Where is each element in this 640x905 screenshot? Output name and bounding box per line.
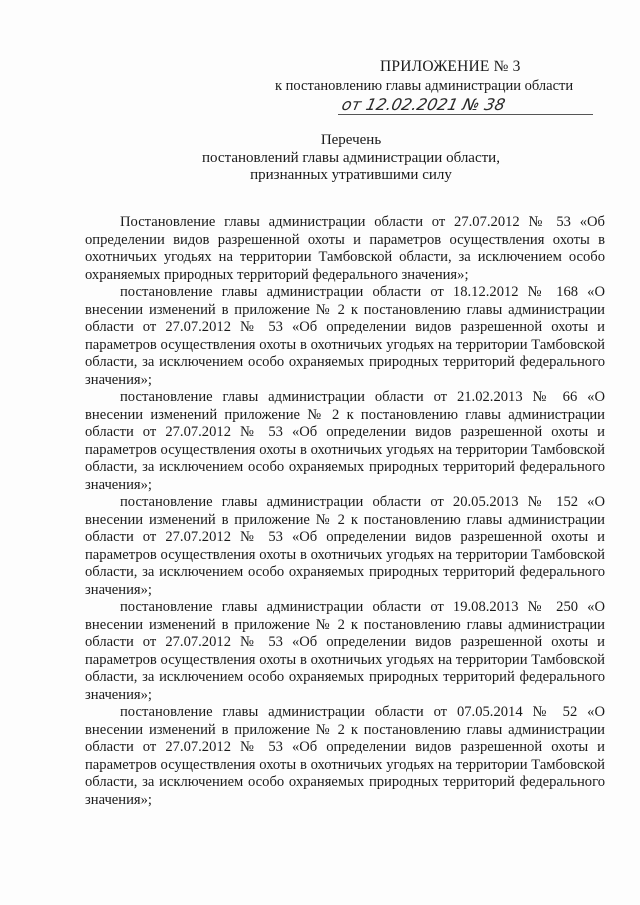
resolution-item-5: постановление главы администрации области от 19.08.2013 № 250 «О внесении изменений в приложение № 2 к постановлению главы администрации области от 27.07.2012 № 53 «Об определении видов разрешенной охоты и параметров осуществления охоты в охотничьих угодьях на территории Тамбовской области, за исключением особо охраняемых природных территорий федерального значения»; (85, 599, 605, 703)
appendix-subtitle: к постановлению главы администрации области (275, 78, 574, 94)
handwritten-date: от 12.02.2021 № 38 (339, 95, 508, 114)
resolution-item-6: постановление главы администрации области от 07.05.2014 № 52 «О внесении изменений в приложение № 2 к постановлению главы администрации области от 27.07.2012 № 53 «Об определении видов разрешенной охоты и параметров осуществления охоты в охотничьих угодьях на территории Тамбовской области, за исключением особо охраняемых природных территорий федерального значения»; (85, 704, 605, 808)
list-title-line-3: признанных утратившими силу (250, 167, 452, 183)
resolution-item-2: постановление главы администрации области от 18.12.2012 № 168 «О внесении изменений в приложение № 2 к постановлению главы администрации области от 27.07.2012 № 53 «Об определении видов разрешенной охоты и параметров осуществления охоты в охотничьих угодьях на территории Тамбовской области, за исключением особо охраняемых природных территорий федерального значения»; (85, 284, 605, 388)
resolution-item-4: постановление главы администрации области от 20.05.2013 № 152 «О внесении изменений в приложение № 2 к постановлению главы администрации области от 27.07.2012 № 53 «Об определении видов разрешенной охоты и параметров осуществления охоты в охотничьих угодьях на территории Тамбовской области, за исключением особо охраняемых природных территорий федерального значения»; (85, 494, 605, 598)
resolutions-list (85, 214, 605, 809)
resolution-item-3: постановление главы администрации области от 21.02.2013 № 66 «О внесении изменений приложение № 2 к постановлению главы администрации области от 27.07.2012 № 53 «Об определении видов разрешенной охоты и параметров осуществления охоты в охотничьих угодьях на территории Тамбовской области, за исключением особо охраняемых природных территорий федерального значения»; (85, 389, 605, 493)
appendix-title: ПРИЛОЖЕНИЕ № 3 (380, 58, 521, 75)
list-title-line-1: Перечень (320, 132, 382, 148)
date-underline (338, 114, 593, 115)
list-title-line-2: постановлений главы администрации области, (202, 149, 500, 166)
resolution-item-1: Постановление главы администрации области от 27.07.2012 № 53 «Об определении видов разрешенной охоты и параметров осуществления охоты в охотничьих угодьях на территории Тамбовской области, за исключением особо охраняемых природных территорий федерального значения»; (85, 214, 605, 283)
list-title (0, 132, 640, 185)
